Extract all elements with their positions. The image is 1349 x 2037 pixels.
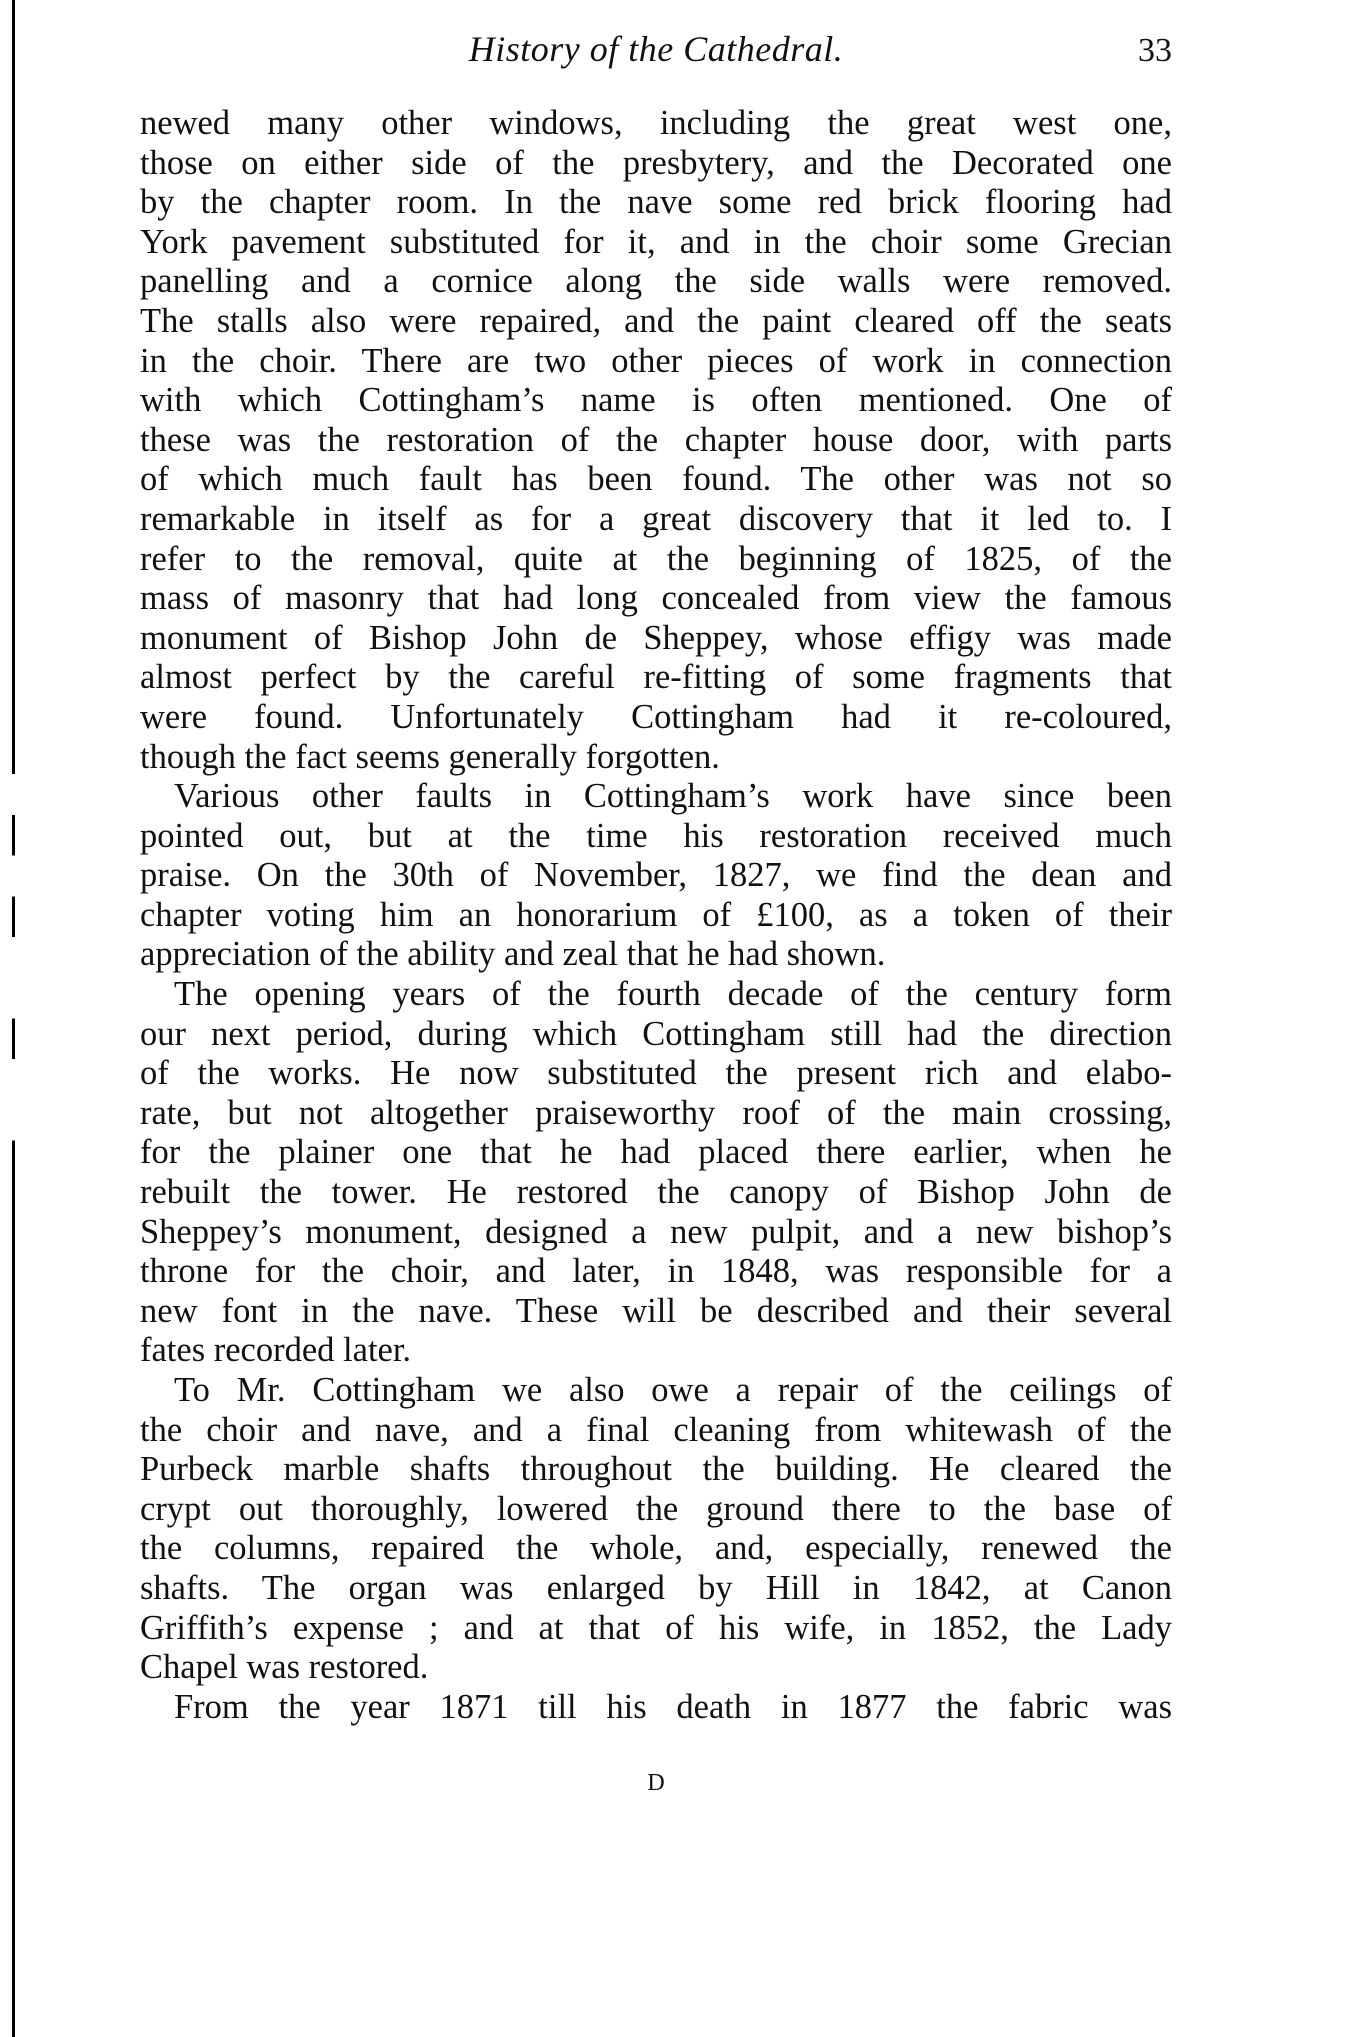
running-title: History of the Cathedral. bbox=[468, 29, 844, 69]
text-line: rate, but not altogether praiseworthy roof of the main crossing, bbox=[140, 1093, 1172, 1132]
text-line: monument of Bishop John de Sheppey, whose effigy was made bbox=[140, 618, 1172, 657]
text-line: The stalls also were repaired, and the paint cleared off the seats bbox=[140, 301, 1172, 340]
text-line: pointed out, but at the time his restoration received much bbox=[140, 816, 1172, 855]
text-line: refer to the removal, quite at the beginning of 1825, of the bbox=[140, 539, 1172, 578]
text-line: the choir and nave, and a final cleaning from whitewash of the bbox=[140, 1410, 1172, 1449]
text-line: by the chapter room. In the nave some red brick flooring had bbox=[140, 183, 1172, 222]
text-line: the columns, repaired the whole, and, especially, renewed the bbox=[140, 1529, 1172, 1568]
text-line: those on either side of the presbytery, and the Decorated one bbox=[140, 143, 1172, 182]
text-line: The opening years of the fourth decade of the century form bbox=[174, 975, 1172, 1014]
text-line: Sheppey’s monument, designed a new pulpit, and a new bishop’s bbox=[140, 1212, 1172, 1251]
text-line: for the plainer one that he had placed there earlier, when he bbox=[140, 1133, 1172, 1172]
text-line: From the year 1871 till his death in 1877 the fabric was bbox=[174, 1687, 1172, 1726]
text-line: were found. Unfortunately Cottingham had it re-coloured, bbox=[140, 697, 1172, 736]
text-line: York pavement substituted for it, and in the choir some Grecian bbox=[140, 222, 1172, 261]
text-line: chapter voting him an honorarium of £100, as a token of their bbox=[140, 895, 1172, 934]
text-line: Purbeck marble shafts throughout the building. He cleared the bbox=[140, 1450, 1172, 1489]
text-line: though the fact seems generally forgotten. bbox=[140, 737, 720, 776]
text-line: appreciation of the ability and zeal that he had shown. bbox=[140, 935, 886, 974]
text-line: our next period, during which Cottingham still had the direction bbox=[140, 1014, 1172, 1053]
text-line: panelling and a cornice along the side walls were removed. bbox=[140, 262, 1172, 301]
page-number: 33 bbox=[1138, 32, 1172, 69]
text-line: shafts. The organ was enlarged by Hill in 1842, at Canon bbox=[140, 1568, 1172, 1607]
text-line: Chapel was restored. bbox=[140, 1648, 429, 1687]
text-line: of which much fault has been found. The other was not so bbox=[140, 460, 1172, 499]
text-line: praise. On the 30th of November, 1827, we find the dean and bbox=[140, 856, 1172, 895]
text-line: with which Cottingham’s name is often mentioned. One of bbox=[140, 381, 1172, 420]
text-line: newed many other windows, including the great west one, bbox=[140, 104, 1172, 142]
text-line: throne for the choir, and later, in 1848, was responsible for a bbox=[140, 1252, 1172, 1291]
text-line: fates recorded later. bbox=[140, 1331, 412, 1370]
text-line: crypt out thoroughly, lowered the ground there to the base of bbox=[140, 1489, 1172, 1528]
text-line: new font in the nave. These will be described and their several bbox=[140, 1291, 1172, 1330]
text-line: remarkable in itself as for a great discovery that it led to. I bbox=[140, 499, 1172, 538]
text-line: in the choir. There are two other pieces of work in connection bbox=[140, 341, 1172, 380]
body-text bbox=[140, 104, 1172, 1727]
text-line: Griffith’s expense ; and at that of his wife, in 1852, the Lady bbox=[140, 1608, 1172, 1647]
text-line: rebuilt the tower. He restored the canopy of Bishop John de bbox=[140, 1173, 1172, 1212]
scan-binding-edge bbox=[12, 0, 15, 2037]
signature-mark: D bbox=[647, 1770, 665, 1796]
text-line: mass of masonry that had long concealed from view the famous bbox=[140, 579, 1172, 618]
running-head bbox=[140, 28, 1172, 78]
text-line: Various other faults in Cottingham’s work have since been bbox=[174, 777, 1172, 816]
text-line: these was the restoration of the chapter house door, with parts bbox=[140, 420, 1172, 459]
text-line: almost perfect by the careful re-fitting of some fragments that bbox=[140, 658, 1172, 697]
text-line: of the works. He now substituted the present rich and elabo- bbox=[140, 1054, 1172, 1093]
text-line: To Mr. Cottingham we also owe a repair of the ceilings of bbox=[174, 1371, 1172, 1409]
